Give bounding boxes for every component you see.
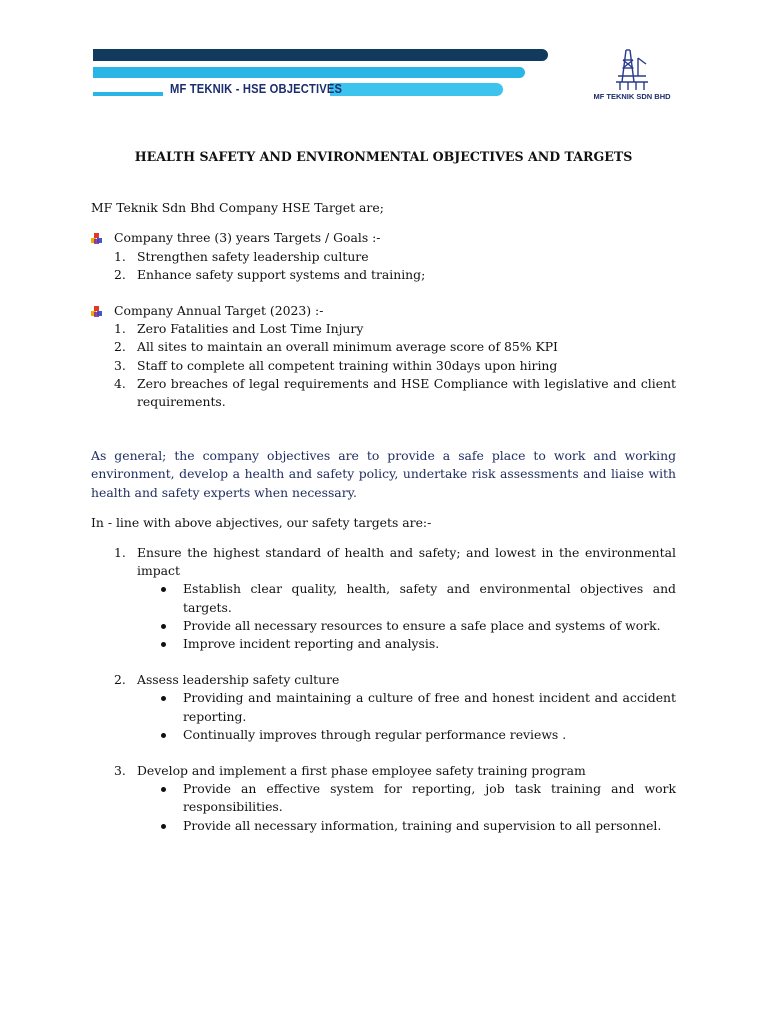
bullet-text: Providing and maintaining a culture of free and honest incident and accident reporting. xyxy=(183,690,676,724)
item-text: Strengthen safety leadership culture xyxy=(137,248,369,264)
intro-text: MF Teknik Sdn Bhd Company HSE Target are; xyxy=(91,200,384,216)
list-item xyxy=(91,671,676,744)
group-heading: Company three (3) years Targets / Goals :- xyxy=(114,230,381,246)
header-accent-strip xyxy=(93,92,163,96)
bullet-dot-icon xyxy=(137,726,161,744)
item-number: 1. xyxy=(114,321,126,337)
diamond-bullet-icon xyxy=(91,306,102,317)
banner-title: MF TEKNIK - HSE OBJECTIVES xyxy=(170,81,343,96)
inline-intro: In - line with above abjectives, our safety targets are:- xyxy=(91,514,432,530)
bullet-text: Continually improves through regular performance reviews . xyxy=(183,726,567,742)
bullet-item xyxy=(137,617,676,635)
group-heading: Company Annual Target (2023) :- xyxy=(114,303,324,319)
list-item xyxy=(91,338,676,356)
bullet-text: Establish clear quality, health, safety and environmental objectives and targets. xyxy=(183,581,676,615)
item-text: Ensure the highest standard of health and safety; and lowest in the environmental impact xyxy=(137,545,676,579)
item-number: 2. xyxy=(114,672,126,688)
group-heading-row xyxy=(91,229,676,247)
diamond-bullet-icon xyxy=(91,233,102,244)
item-number: 3. xyxy=(114,763,126,779)
list-item xyxy=(91,375,676,411)
group-heading-row xyxy=(91,302,676,320)
item-number: 2. xyxy=(114,266,126,282)
bullet-dot-icon xyxy=(137,689,161,725)
bullet-text: Improve incident reporting and analysis. xyxy=(183,636,440,652)
bullet-dot-icon xyxy=(137,580,161,616)
item-number: 1. xyxy=(114,248,126,264)
annual-target-list xyxy=(91,320,676,411)
document-body xyxy=(91,145,676,835)
bullet-item xyxy=(137,817,676,835)
bullet-text: Provide all necessary information, training and supervision to all personnel. xyxy=(183,817,662,833)
bullet-list xyxy=(137,580,676,653)
list-item xyxy=(91,762,676,835)
bullet-item xyxy=(137,726,676,744)
list-item xyxy=(91,248,676,266)
bullet-item xyxy=(137,689,676,725)
bullet-list xyxy=(137,780,676,835)
page-title: HEALTH SAFETY AND ENVIRONMENTAL OBJECTIVES AND TARGETS xyxy=(134,149,633,164)
logo-text: MF TEKNIK SDN BHD xyxy=(593,92,671,101)
bullet-text: Provide all necessary resources to ensure a safe place and systems of work. xyxy=(183,617,661,633)
bullet-item xyxy=(137,580,676,616)
safety-target-list xyxy=(91,544,676,835)
item-text: Assess leadership safety culture xyxy=(137,672,340,688)
item-text: Develop and implement a first phase employee safety training program xyxy=(137,763,586,779)
target-group xyxy=(91,302,676,411)
header-dark-bar xyxy=(93,49,548,61)
item-number: 2. xyxy=(114,339,126,355)
bullet-dot-icon xyxy=(137,817,161,835)
item-number: 4. xyxy=(114,375,126,391)
target-group xyxy=(91,229,676,284)
item-text: Zero breaches of legal requirements and HSE Compliance with legislative and client requirements. xyxy=(137,375,676,410)
item-number: 3. xyxy=(114,357,126,373)
list-item xyxy=(91,320,676,338)
item-number: 1. xyxy=(114,545,126,561)
header-light-bar xyxy=(93,67,525,78)
bullet-list xyxy=(137,689,676,744)
item-text: Zero Fatalities and Lost Time Injury xyxy=(137,321,364,337)
list-item xyxy=(91,544,676,653)
item-text: Enhance safety support systems and training; xyxy=(137,266,426,282)
bullet-dot-icon xyxy=(137,617,161,635)
list-item xyxy=(91,357,676,375)
goal-list xyxy=(91,248,676,284)
bullet-dot-icon xyxy=(137,780,161,816)
header-accent-bar xyxy=(330,83,503,96)
company-logo xyxy=(592,48,672,104)
bullet-item xyxy=(137,780,676,816)
item-text: Staff to complete all competent training within 30days upon hiring xyxy=(137,357,558,373)
list-item xyxy=(91,266,676,284)
bullet-text: Provide an effective system for reporting, job task training and work responsibilities. xyxy=(183,781,676,815)
item-text: All sites to maintain an overall minimum average score of 85% KPI xyxy=(137,339,558,355)
bullet-item xyxy=(137,635,676,653)
oil-rig-icon xyxy=(612,48,652,92)
bullet-dot-icon xyxy=(137,635,161,653)
general-paragraph: As general; the company objectives are to provide a safe place to work and working environment, develop a health and safety policy, undertake risk assessments and liaise with health and safety experts when necessary. xyxy=(91,448,676,500)
